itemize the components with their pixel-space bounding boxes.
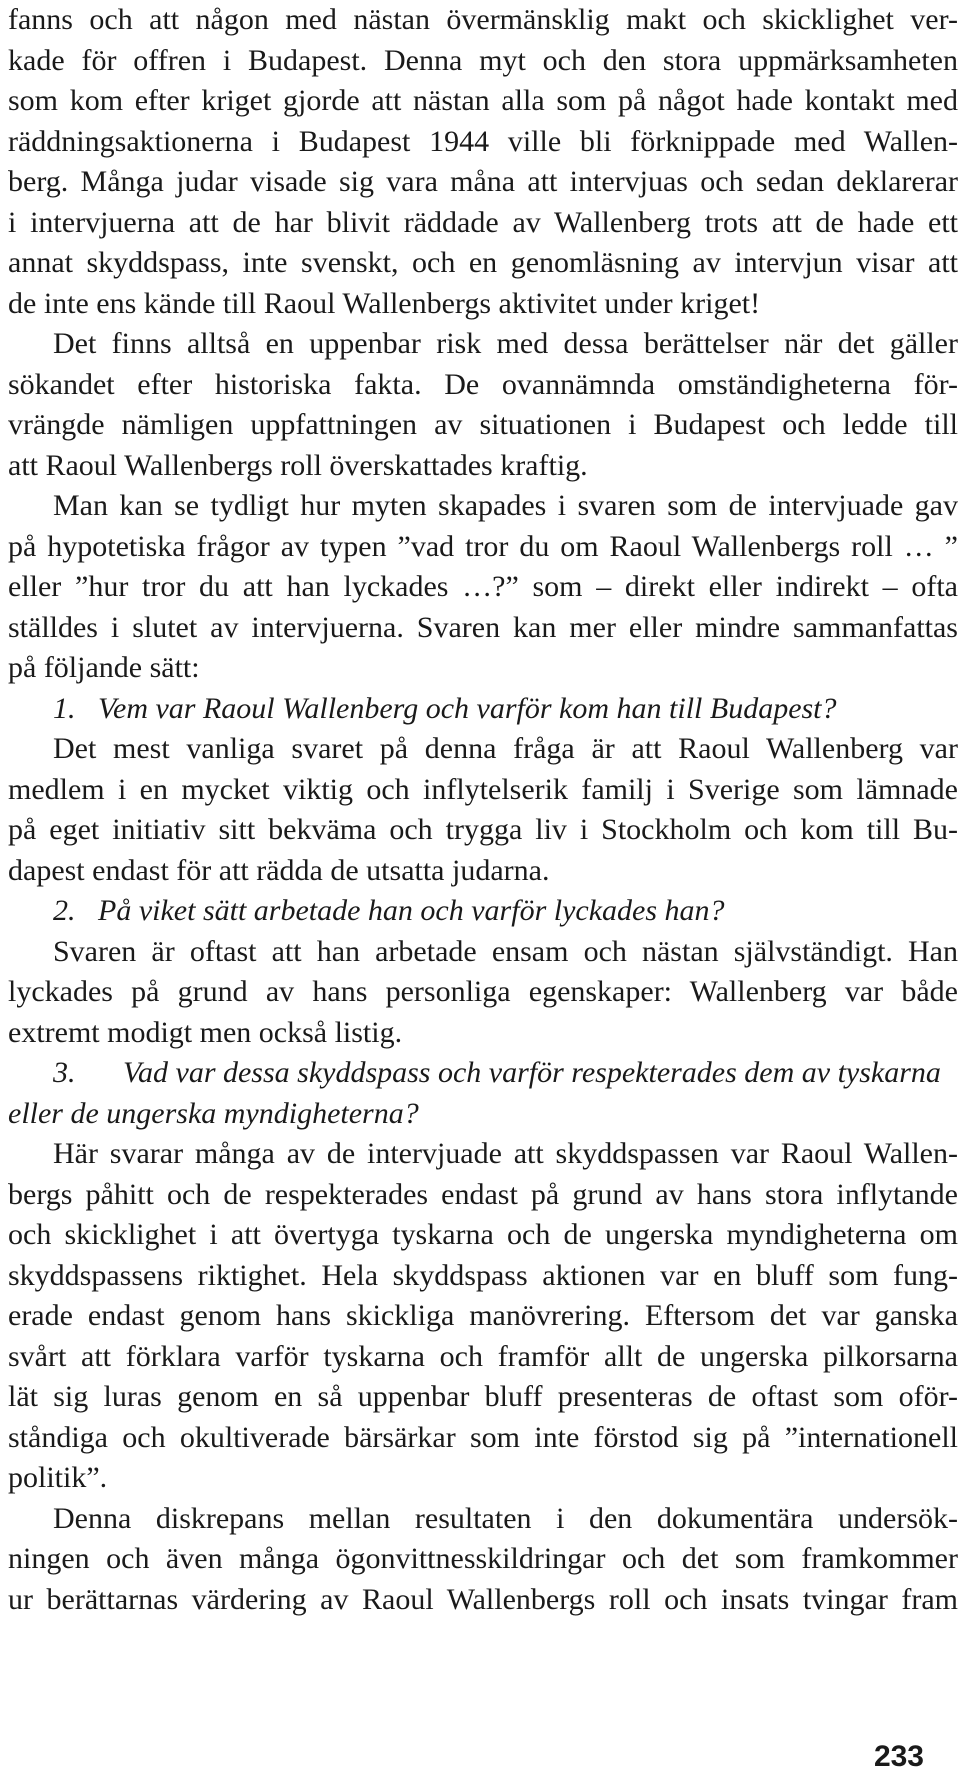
- text-line: Svaren är oftast att han arbetade ensam och nästan självständigt. Han: [53, 934, 958, 968]
- question-text: Vem var Raoul Wallenberg och varför kom han till Budapest?: [98, 691, 837, 725]
- text-line: Här svarar många av de intervjuade att skyddspassen var Raoul Wallen-: [53, 1137, 958, 1170]
- text-line: och skicklighet i att övertyga tyskarna och de ungerska myndigheterna om: [8, 1218, 958, 1251]
- question-3-continuation: eller de ungerska myndigheterna?: [8, 1096, 419, 1130]
- question-number: 3.: [53, 1056, 76, 1089]
- text-line: extremt modigt men också listig.: [8, 1015, 403, 1049]
- text-line: dapest endast för att rädda de utsatta judarna.: [8, 853, 550, 887]
- text-line: politik”.: [8, 1461, 108, 1494]
- text-line: vrängde nämligen uppfattningen av situationen i Budapest och ledde till: [8, 408, 958, 441]
- text-line: fanns och att någon med nästan övermänsklig makt och skicklighet ver-: [8, 3, 958, 36]
- text-line: kade för offren i Budapest. Denna myt och den stora uppmärksamheten: [8, 43, 958, 77]
- question-number: 1.: [53, 691, 76, 725]
- text-line: ståndiga och okultiverade bärsärkar som inte förstod sig på ”internationell: [8, 1420, 958, 1454]
- page-number: 233: [873, 1740, 924, 1773]
- text-line: lyckades på grund av hans personliga egenskaper: Wallenberg var både: [8, 975, 958, 1008]
- text-line: de inte ens kände till Raoul Wallenbergs aktivitet under kriget!: [8, 286, 761, 320]
- text-line: Denna diskrepans mellan resultaten i den dokumentära undersök-: [53, 1501, 958, 1535]
- text-line: Man kan se tydligt hur myten skapades i svaren som de intervjuade gav: [53, 489, 958, 522]
- question-text: På viket sätt arbetade han och varför lyckades han?: [98, 894, 725, 927]
- text-line: som kom efter kriget gjorde att nästan alla som på något hade kontakt med: [8, 84, 958, 117]
- text-line: Det finns alltså en uppenbar risk med dessa berättelser när det gäller: [53, 327, 958, 360]
- text-line: Det mest vanliga svaret på denna fråga är att Raoul Wallenberg var: [53, 732, 958, 765]
- text-line: i intervjuerna att de har blivit räddade av Wallenberg trots att de hade ett: [8, 205, 958, 239]
- text-line: annat skyddspass, inte svenskt, och en genomläsning av intervjun visar att: [8, 246, 958, 279]
- question-3: [8, 1053, 958, 1094]
- question-1: [8, 689, 958, 730]
- question-text: Vad var dessa skyddspass och varför respekterades dem av tyskarna: [123, 1056, 941, 1089]
- question-number: 2.: [53, 894, 76, 927]
- text-line: att Raoul Wallenbergs roll överskattades kraftig.: [8, 448, 588, 482]
- text-line: bergs påhitt och de respekterades endast på grund av hans stora inflytande: [8, 1177, 958, 1211]
- text-line: medlem i en mycket viktig och inflytelserik familj i Sverige som lämnade: [8, 772, 958, 806]
- question-2: [8, 891, 958, 932]
- text-line: ur berättarnas värdering av Raoul Wallenbergs roll och insats tvingar fram: [8, 1582, 958, 1616]
- body-text: [8, 0, 958, 1620]
- text-line: svårt att förklara varför tyskarna och framför allt de ungerska pilkorsarna: [8, 1339, 958, 1373]
- text-line: berg. Många judar visade sig vara måna att intervjuas och sedan deklarerar: [8, 165, 958, 198]
- text-line: sökandet efter historiska fakta. De ovannämnda omständigheterna för-: [8, 367, 958, 401]
- text-line: räddningsaktionerna i Budapest 1944 ville bli förknippade med Wallen-: [8, 124, 958, 158]
- text-line: på följande sätt:: [8, 651, 200, 684]
- text-line: eller ”hur tror du att han lyckades …?” som – direkt eller indirekt – ofta: [8, 570, 958, 603]
- text-line: lät sig luras genom en så uppenbar bluff presenteras de oftast som oför-: [8, 1380, 958, 1413]
- text-line: skyddspassens riktighet. Hela skyddspass aktionen var en bluff som fung-: [8, 1258, 958, 1292]
- text-line: ställdes i slutet av intervjuerna. Svaren kan mer eller mindre sammanfattas: [8, 610, 958, 644]
- text-line: erade endast genom hans skickliga manövrering. Eftersom det var ganska: [8, 1299, 958, 1332]
- text-line: ningen och även många ögonvittnesskildringar och det som framkommer: [8, 1542, 958, 1575]
- text-line: på hypotetiska frågor av typen ”vad tror du om Raoul Wallenbergs roll … ”: [8, 529, 958, 563]
- text-line: på eget initiativ sitt bekväma och trygga liv i Stockholm och kom till Bu-: [8, 813, 958, 846]
